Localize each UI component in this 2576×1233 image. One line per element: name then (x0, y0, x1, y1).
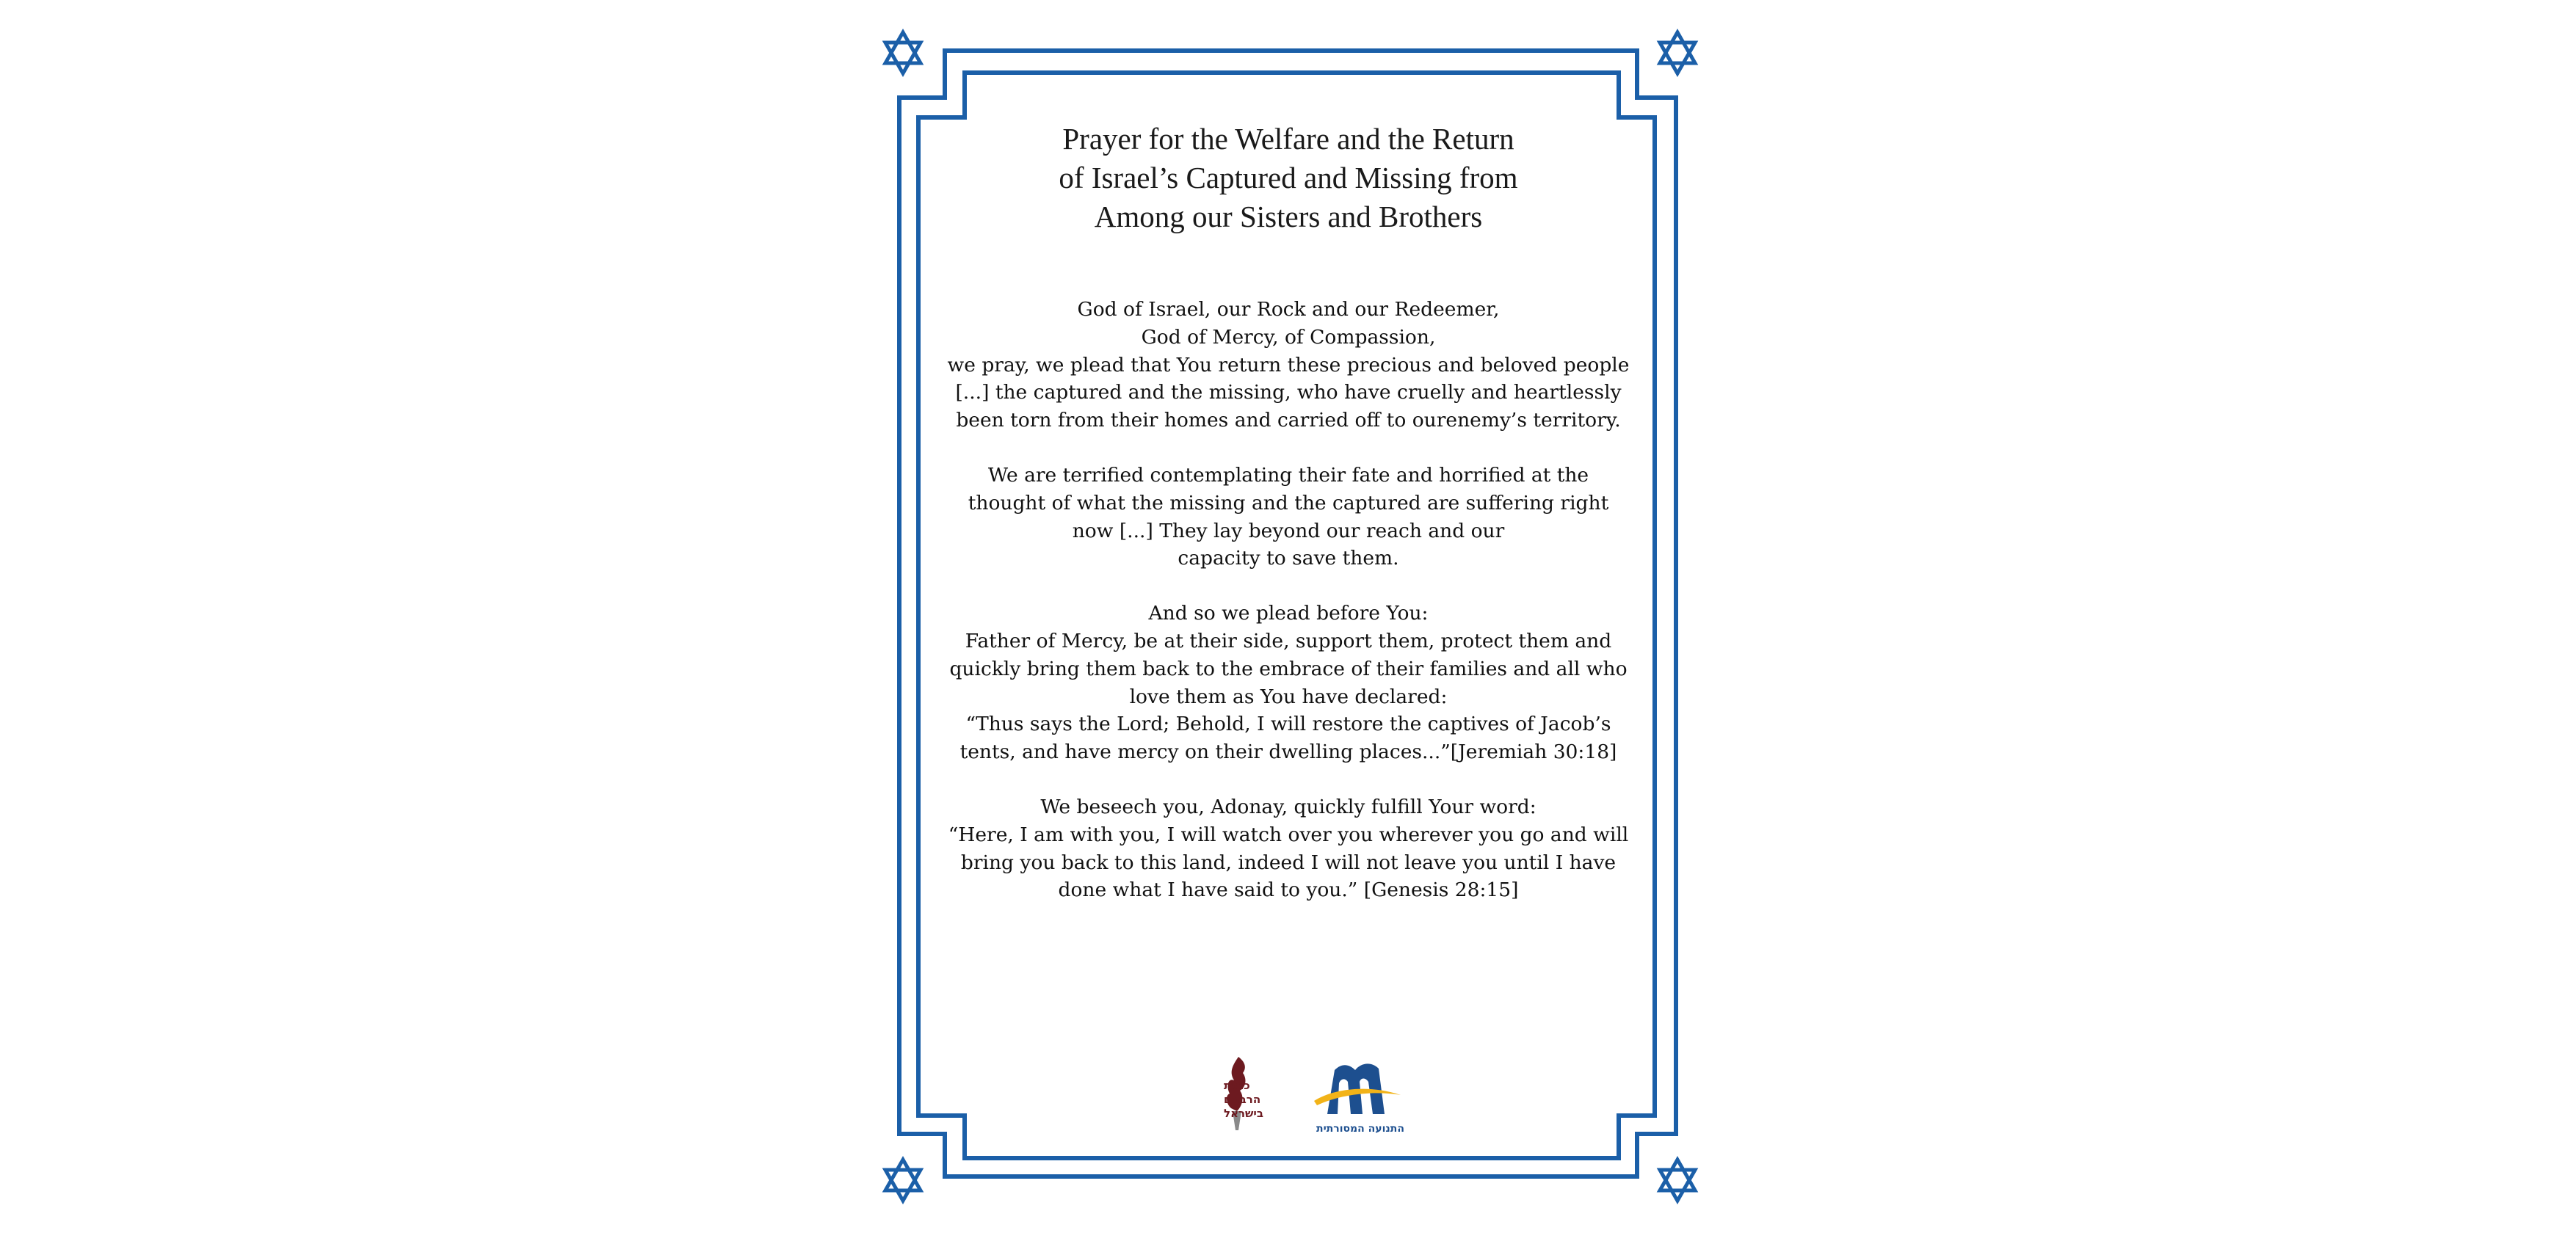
page-title (954, 120, 1622, 236)
prayer-line: love them as You have declared: (1129, 685, 1448, 708)
title-line: of Israel’s Captured and Missing from (1059, 161, 1518, 194)
star-of-david-icon (1655, 30, 1700, 76)
prayer-line: been torn from their homes and carried off to ourenemy’s territory. (956, 409, 1621, 432)
paragraph-spacer (932, 434, 1644, 462)
title-line: Prayer for the Welfare and the Return (1062, 122, 1514, 156)
masorti-emblem-icon (1327, 1063, 1385, 1114)
rabbinical-assembly-logo (1186, 1051, 1263, 1135)
prayer-paragraph (932, 462, 1644, 572)
prayer-line: we pray, we plead that You return these precious and beloved people (947, 353, 1630, 377)
prayer-line: Father of Mercy, be at their side, support them, protect them and (965, 629, 1612, 652)
prayer-line: thought of what the missing and the captured are suffering right (968, 491, 1609, 514)
star-of-david-icon (1655, 1157, 1700, 1203)
logo-left-line: בישראל (1224, 1107, 1263, 1120)
prayer-line: We beseech you, Adonay, quickly fulfill Your word: (1040, 795, 1536, 818)
logo-left-line: כנסת (1224, 1079, 1250, 1092)
prayer-line: bring you back to this land, indeed I will not leave you until I have (960, 851, 1617, 874)
prayer-line: done what I have said to you.” [Genesis 28:15] (1058, 879, 1519, 902)
prayer-paragraph (932, 296, 1644, 434)
star-of-david-icon (880, 1157, 926, 1203)
title-line: Among our Sisters and Brothers (1094, 200, 1483, 233)
prayer-line: “Thus says the Lord; Behold, I will restore the captives of Jacob’s (965, 713, 1611, 736)
star-of-david-icon (880, 30, 926, 76)
prayer-line: now [...] They lay beyond our reach and our (1072, 519, 1505, 542)
prayer-line: tents, and have mercy on their dwelling places...”[Jeremiah 30:18] (959, 741, 1617, 764)
prayer-line: God of Mercy, of Compassion, (1141, 325, 1436, 349)
prayer-line: God of Israel, our Rock and our Redeemer, (1077, 298, 1500, 321)
masorti-movement-logo (1305, 1055, 1415, 1136)
prayer-line: capacity to save them. (1178, 547, 1399, 570)
paragraph-spacer (932, 572, 1644, 600)
paragraph-spacer (932, 766, 1644, 793)
prayer-line: “Here, I am with you, I will watch over you wherever you go and will (948, 823, 1629, 846)
prayer-paragraph (932, 793, 1644, 904)
prayer-line: [...] the captured and the missing, who have cruelly and heartlessly (955, 381, 1622, 404)
prayer-paragraph (932, 600, 1644, 766)
prayer-line: quickly bring them back to the embrace of their families and all who (949, 657, 1628, 680)
logo-left-line: הרבנים (1224, 1093, 1261, 1106)
prayer-line: We are terrified contemplating their fate and horrified at the (987, 463, 1589, 487)
prayer-line: And so we plead before You: (1148, 602, 1429, 625)
prayer-body (932, 296, 1644, 904)
logo-right-caption: התנועה המסורתית (1316, 1123, 1404, 1135)
